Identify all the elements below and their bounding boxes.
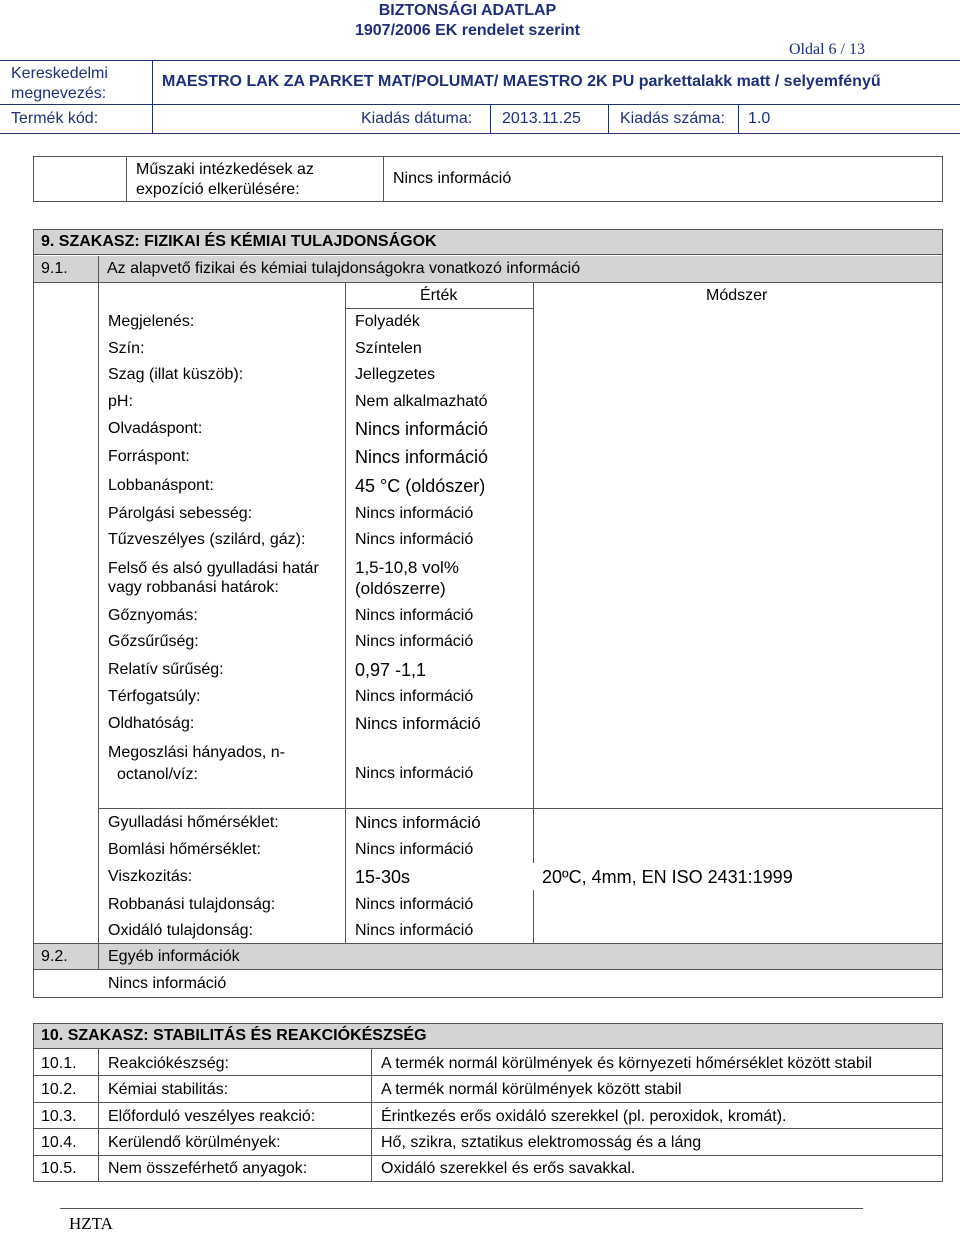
- prop-value: Nincs információ: [355, 841, 474, 858]
- subsection-9-2-number: 9.2.: [41, 948, 68, 965]
- prop-value: Nincs információ: [355, 447, 489, 467]
- header-divider-3: [0, 133, 960, 134]
- footer-text: HZTA: [69, 1214, 113, 1233]
- prop-label: Szag (illat küszöb):: [108, 366, 244, 383]
- header-vsep-3: [608, 104, 609, 133]
- section-9-title: 9. SZAKASZ: FIZIKAI ÉS KÉMIAI TULAJDONSÁGOK: [41, 233, 437, 250]
- prop-label: pH:: [108, 393, 133, 410]
- column-header-value: Érték: [420, 287, 458, 304]
- s10-row-number: 10.5.: [41, 1160, 77, 1177]
- issue-number: 1.0: [748, 110, 771, 127]
- prop-grid-v7: [533, 890, 534, 943]
- prop-label: Viszkozitás:: [108, 868, 193, 885]
- subsection-9-1-underline: [34, 282, 942, 283]
- prop-value: Nincs információ: [355, 688, 474, 705]
- prop-label: Megjelenés:: [108, 313, 195, 330]
- prop-value: Nincs információ: [355, 714, 481, 733]
- s10-row-label: Reakciókészség:: [108, 1055, 229, 1072]
- prop-label: Gőznyomás:: [108, 607, 198, 624]
- s10-grid-h3: [33, 1128, 943, 1129]
- prop-grid-v6: [533, 808, 534, 863]
- prop-label: Gyulladási hőmérséklet:: [108, 814, 279, 831]
- page-number: Oldal 6 / 13: [789, 41, 865, 58]
- issue-date-label: Kiadás dátuma:: [361, 110, 473, 127]
- prop-grid-v2: [345, 282, 346, 809]
- footer-divider: [60, 1208, 863, 1209]
- prop-value: Nincs információ: [355, 633, 474, 650]
- prop-label: Gőzsűrűség:: [108, 633, 199, 650]
- prop-label: Felső és alsó gyulladási határ vagy robbanási határok:: [108, 560, 319, 596]
- s10-row-value: A termék normál körülmények és környezeti hőmérséklet között stabil: [381, 1055, 872, 1072]
- s10-row-value: Érintkezés erős oxidáló szerekkel (pl. peroxidok, kromát).: [381, 1108, 787, 1125]
- prop-value: Nem alkalmazható: [355, 393, 488, 410]
- product-code-label: Termék kód:: [11, 110, 99, 127]
- header-vsep-2: [490, 104, 491, 133]
- s10-row-value: Hő, szikra, sztatikus elektromosság és a láng: [381, 1134, 702, 1151]
- tech-sep-1: [126, 156, 127, 202]
- header-vsep-4: [738, 104, 739, 133]
- prop-value: 45 °C (oldószer): [355, 476, 486, 496]
- document-title: BIZTONSÁGI ADATLAP: [378, 2, 557, 19]
- prop-label: Párolgási sebesség:: [108, 505, 253, 522]
- s10-grid-h4: [33, 1155, 943, 1156]
- subsection-9-1-sep: [98, 256, 99, 282]
- prop-label: Oldhatóság:: [108, 715, 195, 732]
- issue-number-label: Kiadás száma:: [620, 110, 725, 127]
- s10-grid-v2: [371, 1049, 372, 1182]
- s10-grid-h2: [33, 1102, 943, 1103]
- s10-row-number: 10.1.: [41, 1055, 77, 1072]
- prop-grid-v1: [98, 282, 99, 809]
- s10-grid-h1: [33, 1075, 943, 1076]
- s10-row-number: 10.2.: [41, 1081, 77, 1098]
- trade-name-label: Kereskedelmi megnevezés:: [11, 65, 108, 102]
- prop-value: Nincs információ: [355, 607, 474, 624]
- s10-row-label: Kémiai stabilitás:: [108, 1081, 229, 1098]
- prop-grid-v4: [98, 808, 99, 943]
- prop-label: Bomlási hőmérséklet:: [108, 841, 261, 858]
- prop-label: Lobbanáspont:: [108, 477, 214, 494]
- section-10-title: 10. SZAKASZ: STABILITÁS ÉS REAKCIÓKÉSZSÉG: [41, 1027, 427, 1044]
- s10-row-number: 10.4.: [41, 1134, 77, 1151]
- column-header-underline: [345, 308, 533, 309]
- technical-measures-label: Műszaki intézkedések az expozíció elkerülésére:: [136, 161, 314, 198]
- prop-value: 1,5-10,8 vol% (oldószerre): [355, 558, 459, 598]
- prop-label: Tűzveszélyes (szilárd, gáz):: [108, 531, 306, 548]
- issue-date: 2013.11.25: [502, 110, 581, 127]
- prop-label: Térfogatsúly:: [108, 688, 201, 705]
- s10-row-label: Nem összeférhető anyagok:: [108, 1160, 308, 1177]
- prop-value: Nincs információ: [355, 531, 474, 548]
- header-vsep-1: [152, 60, 153, 133]
- prop-value: 0,97 -1,1: [355, 660, 427, 680]
- prop-grid-v3: [533, 282, 534, 809]
- prop-grid-v5: [345, 808, 346, 943]
- subsection-9-2-value: Nincs információ: [108, 975, 227, 992]
- prop-label: Megoszlási hányados, n- octanol/víz:: [108, 744, 285, 783]
- prop-label: Relatív sűrűség:: [108, 661, 224, 678]
- s10-row-number: 10.3.: [41, 1108, 77, 1125]
- regulation-subtitle: 1907/2006 EK rendelet szerint: [354, 22, 580, 39]
- s10-grid-v1: [98, 1049, 99, 1182]
- subsection-9-1-number: 9.1.: [41, 260, 68, 277]
- subsection-9-1-title: Az alapvető fizikai és kémiai tulajdonságokra vonatkozó információ: [107, 260, 581, 277]
- prop-label: Szín:: [108, 340, 145, 357]
- s10-row-label: Kerülendő körülmények:: [108, 1134, 281, 1151]
- subsection-9-2-title: Egyéb információk: [108, 948, 240, 965]
- technical-measures-value: Nincs információ: [393, 170, 512, 187]
- prop-value: Folyadék: [355, 313, 420, 330]
- prop-value: Nincs információ: [355, 813, 481, 832]
- prop-value: Nincs információ: [355, 765, 474, 782]
- prop-method: 20ºC, 4mm, EN ISO 2431:1999: [542, 867, 793, 887]
- prop-value: Színtelen: [355, 340, 422, 357]
- s10-row-label: Előforduló veszélyes reakció:: [108, 1108, 316, 1125]
- column-header-method: Módszer: [706, 287, 768, 304]
- tech-sep-2: [383, 156, 384, 202]
- s10-row-value: Oxidáló szerekkel és erős savakkal.: [381, 1160, 636, 1177]
- subsection-9-2-sep: [98, 943, 99, 970]
- prop-label: Forráspont:: [108, 448, 190, 465]
- prop-value: Nincs információ: [355, 922, 474, 939]
- prop-value: Nincs információ: [355, 505, 474, 522]
- prop-grid-h1: [98, 808, 943, 809]
- prop-value: Nincs információ: [355, 419, 489, 439]
- trade-name: MAESTRO LAK ZA PARKET MAT/POLUMAT/ MAESTRO 2K PU parkettalakk matt / selyemfényű: [162, 73, 881, 90]
- prop-label: Oxidáló tulajdonság:: [108, 922, 253, 939]
- prop-label: Olvadáspont:: [108, 420, 203, 437]
- s10-row-value: A termék normál körülmények között stabil: [381, 1081, 682, 1098]
- prop-value: Jellegzetes: [355, 366, 436, 383]
- prop-value: Nincs információ: [355, 896, 474, 913]
- header-divider-2: [0, 104, 960, 105]
- header-divider: [0, 60, 960, 61]
- prop-label: Robbanási tulajdonság:: [108, 896, 276, 913]
- prop-value: 15-30s: [355, 867, 411, 887]
